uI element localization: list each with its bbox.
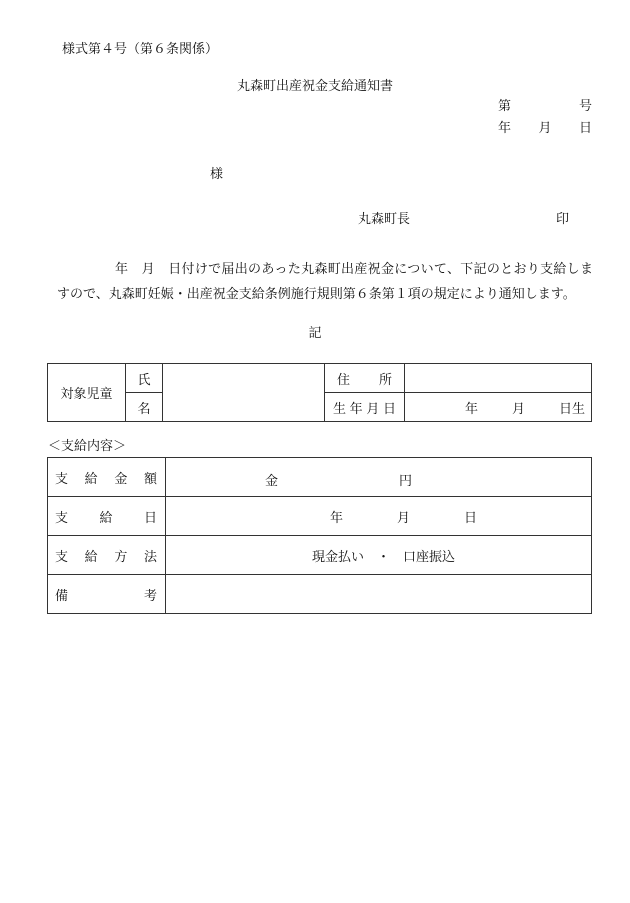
method-label-1: 支 [55,549,69,565]
amount-label-2: 給 [84,471,98,487]
birth-day: 日生 [558,401,585,417]
payment-table [47,457,592,614]
form-number: 様式第４号（第６条関係） [62,42,219,57]
amount-field[interactable] [166,458,592,497]
date-label-1: 支 [55,510,69,526]
birth-label-1: 生 [333,401,347,417]
name-label-2: 名 [126,393,163,422]
remarks-label [48,575,166,614]
birth-label-2: 年 [349,401,363,417]
name-label-1: 氏 [126,364,163,393]
birth-label-4: 日 [382,401,396,417]
pay-day: 日 [464,510,478,526]
document-title: 丸森町出産祝金支給通知書 [236,79,393,94]
method-label-2: 給 [84,549,98,565]
payment-date-row [48,497,592,536]
birthdate-label [325,393,405,422]
address-label-2: 所 [378,372,392,388]
doc-number-prefix: 第 [498,99,512,114]
method-label-4: 法 [143,549,157,565]
birth-month: 月 [511,401,525,417]
amount-label-3: 金 [114,471,128,487]
child-info-table [47,363,592,422]
remarks-field[interactable] [166,575,592,614]
doc-number-suffix: 号 [578,99,592,114]
seal-mark: 印 [556,212,570,227]
remarks-label-2: 考 [143,588,157,604]
amount-unit: 円 [399,474,413,489]
amount-label-4: 額 [143,471,157,487]
remarks-row [48,575,592,614]
payment-method-row [48,536,592,575]
date-label-2: 給 [99,510,113,526]
birthdate-field[interactable] [405,393,592,422]
notice-body: 年 月 日付けで届出のあった丸森町出産祝金について、下記のとおり支給しますので、丸森町妊娠・出産祝金支給条例施行規則第６条第１項の規定により通知します。 [57,262,593,302]
date-label-3: 日 [143,510,157,526]
ki-heading: 記 [308,326,322,341]
document-date [498,122,592,135]
doc-date-day: 日 [578,121,592,136]
document-number [498,100,592,113]
method-label [48,536,166,575]
doc-date-year: 年 [498,121,512,136]
payment-amount-row [48,458,592,497]
address-label-1: 住 [337,372,351,388]
pay-year: 年 [329,510,343,526]
remarks-label-1: 備 [55,588,69,604]
method-field[interactable]: 現金払い ・ 口座振込 [166,536,592,575]
doc-date-month: 月 [538,121,552,136]
date-field[interactable] [166,497,592,536]
address-label [325,364,405,393]
recipient-honorific: 様 [210,167,224,182]
payment-caption: ＜支給内容＞ [48,439,127,454]
birth-year: 年 [464,401,478,417]
amount-prefix: 金 [265,474,279,489]
target-child-label: 対象児童 [48,364,126,422]
name-field[interactable] [163,364,325,422]
address-field[interactable] [405,364,592,393]
pay-month: 月 [396,510,410,526]
method-label-3: 方 [114,549,128,565]
amount-label-1: 支 [55,471,69,487]
sender-name: 丸森町長 [358,212,411,227]
date-label [48,497,166,536]
birth-label-3: 月 [366,401,380,417]
amount-label [48,458,166,497]
